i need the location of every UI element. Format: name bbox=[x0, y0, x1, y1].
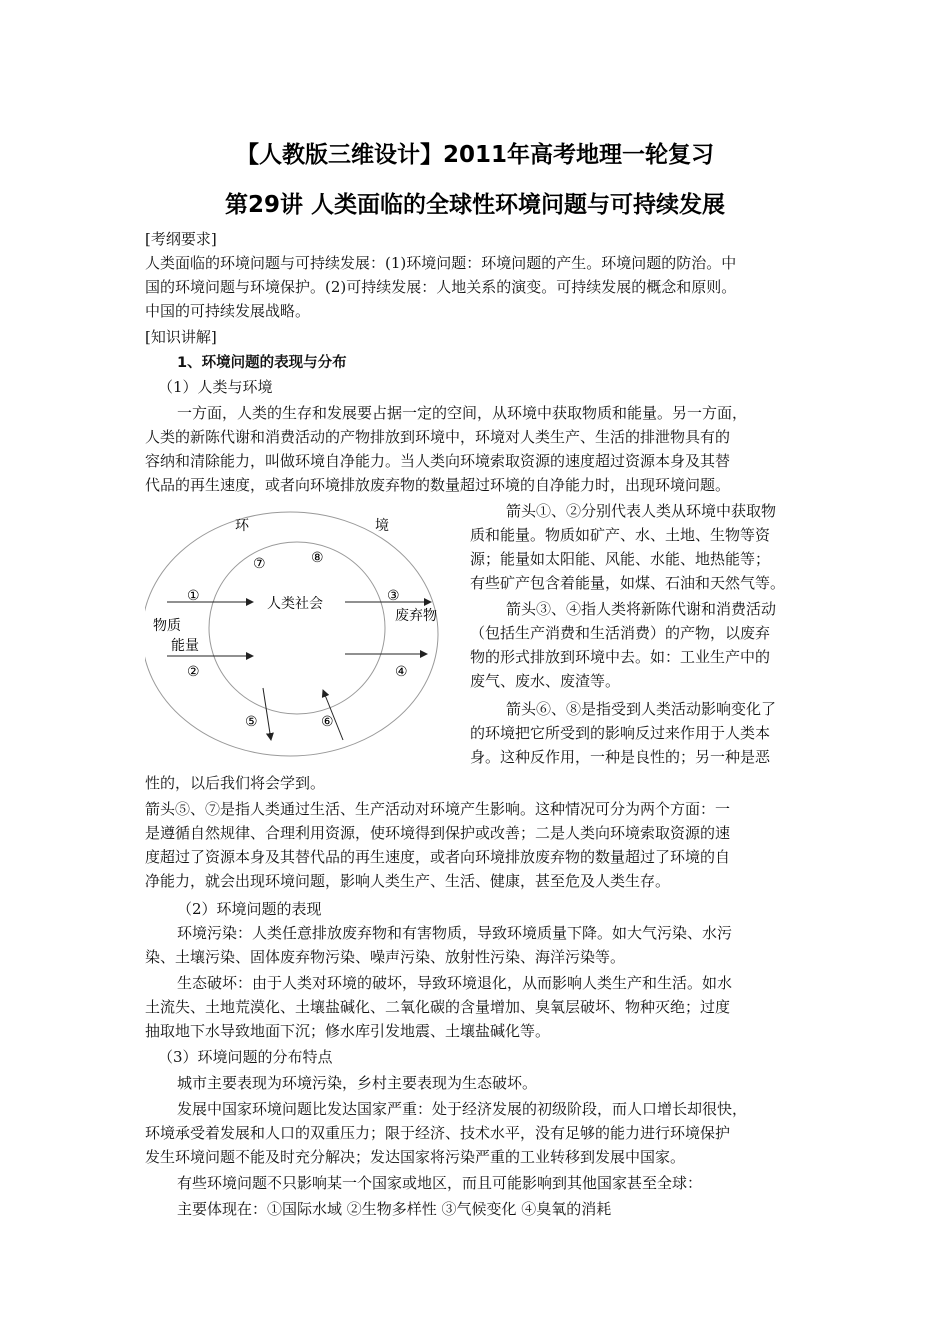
subsection-heading: （3）环境问题的分布特点 bbox=[158, 1048, 333, 1066]
paragraph-line: 抽取地下水导致地面下沉；修水库引发地震、土壤盐碱化等。 bbox=[145, 1022, 551, 1040]
material-label: 物质 bbox=[153, 618, 181, 634]
human-environment-diagram bbox=[145, 500, 465, 770]
subsection-heading: （1）人类与环境 bbox=[158, 378, 273, 396]
paragraph-line: 净能力，就会出现环境问题，影响人类生产、生活、健康，甚至危及人类生存。 bbox=[145, 872, 671, 890]
environment-label-right: 境 bbox=[375, 518, 389, 534]
diagram-explanation-line: （包括生产消费和生活消费）的产物，以废弃 bbox=[470, 624, 771, 642]
paragraph-line: 城市主要表现为环境污染，乡村主要表现为生态破坏。 bbox=[177, 1074, 538, 1092]
paragraph-line: 土流失、土地荒漠化、土壤盐碱化、二氧化碳的含量增加、臭氧层破坏、物种灭绝；过度 bbox=[145, 998, 731, 1016]
syllabus-line: 国的环境问题与环境保护。(2)可持续发展：人地关系的演变。可持续发展的概念和原则。 bbox=[145, 278, 737, 296]
diagram-explanation-line: 箭头⑥、⑧是指受到人类活动影响变化了 bbox=[506, 700, 777, 718]
paragraph-line: 主要体现在：①国际水域 ②生物多样性 ③气候变化 ④臭氧的消耗 bbox=[177, 1200, 612, 1218]
document-subtitle: 第29讲 人类面临的全球性环境问题与可持续发展 bbox=[224, 192, 725, 218]
environment-ellipse bbox=[145, 512, 438, 756]
diagram-explanation-line: 质和能量。物质如矿产、水、土地、生物等资 bbox=[470, 526, 771, 544]
diagram-explanation-line: 的环境把它所受到的影响反过来作用于人类本 bbox=[470, 724, 771, 742]
paragraph-line: 度超过了资源本身及其替代品的再生速度，或者向环境排放废弃物的数量超过了环境的自 bbox=[145, 848, 731, 866]
syllabus-line: 人类面临的环境问题与可持续发展：(1)环境问题：环境问题的产生。环境问题的防治。中 bbox=[145, 254, 737, 272]
arrow-5 bbox=[263, 688, 271, 740]
diagram-explanation-line: 物的形式排放到环境中去。如：工业生产中的 bbox=[470, 648, 771, 666]
syllabus-header: [考纲要求] bbox=[145, 230, 217, 248]
paragraph-line: 发生环境问题不能及时充分解决；发达国家将污染严重的工业转移到发展中国家。 bbox=[145, 1148, 686, 1166]
paragraph-line: 箭头⑤、⑦是指人类通过生活、生产活动对环境产生影响。这种情况可分为两个方面：一 bbox=[145, 800, 731, 818]
diagram-explanation-line: 源；能量如太阳能、风能、水能、地热能等； bbox=[470, 550, 771, 568]
diagram-explanation-line: 箭头①、②分别代表人类从环境中获取物 bbox=[506, 502, 777, 520]
paragraph-line: 是遵循自然规律、合理利用资源，使环境得到保护或改善；二是人类向环境索取资源的速 bbox=[145, 824, 731, 842]
paragraph-line: 一方面，人类的生存和发展要占据一定的空间，从环境中获取物质和能量。另一方面， bbox=[177, 404, 748, 422]
arrow-number-4: ④ bbox=[395, 664, 408, 680]
arrow-number-6: ⑥ bbox=[321, 714, 334, 730]
paragraph-line: 人类的新陈代谢和消费活动的产物排放到环境中，环境对人类生产、生活的排泄物具有的 bbox=[145, 428, 731, 446]
knowledge-header: [知识讲解] bbox=[145, 328, 217, 346]
diagram-explanation-line: 身。这种反作用，一种是良性的；另一种是恶 bbox=[470, 748, 771, 766]
energy-label: 能量 bbox=[171, 638, 199, 654]
paragraph-line: 发展中国家环境问题比发达国家严重：处于经济发展的初级阶段，而人口增长却很快， bbox=[177, 1100, 748, 1118]
diagram-explanation-line: 箭头③、④指人类将新陈代谢和消费活动 bbox=[506, 600, 777, 618]
paragraph-line: 容纳和清除能力，叫做环境自净能力。当人类向环境索取资源的速度超过资源本身及其替 bbox=[145, 452, 731, 470]
arrow-number-8: ⑧ bbox=[311, 550, 324, 566]
arrow-number-3: ③ bbox=[387, 588, 400, 604]
arrow-number-1: ① bbox=[187, 588, 200, 604]
paragraph-line: 环境污染：人类任意排放废弃物和有害物质，导致环境质量下降。如大气污染、水污 bbox=[177, 924, 733, 942]
paragraph-line: 性的，以后我们将会学到。 bbox=[145, 774, 326, 792]
arrow-number-7: ⑦ bbox=[253, 556, 266, 572]
environment-label-left: 环 bbox=[235, 518, 249, 534]
arrow-number-5: ⑤ bbox=[245, 714, 258, 730]
paragraph-line: 代品的再生速度，或者向环境排放废弃物的数量超过环境的自净能力时，出现环境问题。 bbox=[145, 476, 731, 494]
diagram-explanation-line: 有些矿产包含着能量，如煤、石油和天然气等。 bbox=[470, 574, 786, 592]
paragraph-line: 生态破坏：由于人类对环境的破坏，导致环境退化，从而影响人类生产和生活。如水 bbox=[177, 974, 733, 992]
waste-label: 废弃物 bbox=[395, 608, 437, 624]
paragraph-line: 染、土壤污染、固体废弃物污染、噪声污染、放射性污染、海洋污染等。 bbox=[145, 948, 626, 966]
arrow-number-2: ② bbox=[187, 664, 200, 680]
society-label: 人类社会 bbox=[267, 596, 323, 612]
society-ellipse bbox=[209, 542, 385, 714]
paragraph-line: 有些环境问题不只影响某一个国家或地区，而且可能影响到其他国家甚至全球： bbox=[177, 1174, 703, 1192]
document-title: 【人教版三维设计】2011年高考地理一轮复习 bbox=[235, 142, 714, 168]
section-heading: 1、环境问题的表现与分布 bbox=[177, 355, 347, 371]
subsection-heading: （2）环境问题的表现 bbox=[177, 900, 322, 918]
paragraph-line: 环境承受着发展和人口的双重压力；限于经济、技术水平，没有足够的能力进行环境保护 bbox=[145, 1124, 731, 1142]
diagram-explanation-line: 废气、废水、废渣等。 bbox=[470, 672, 621, 690]
syllabus-line: 中国的可持续发展战略。 bbox=[145, 302, 311, 320]
